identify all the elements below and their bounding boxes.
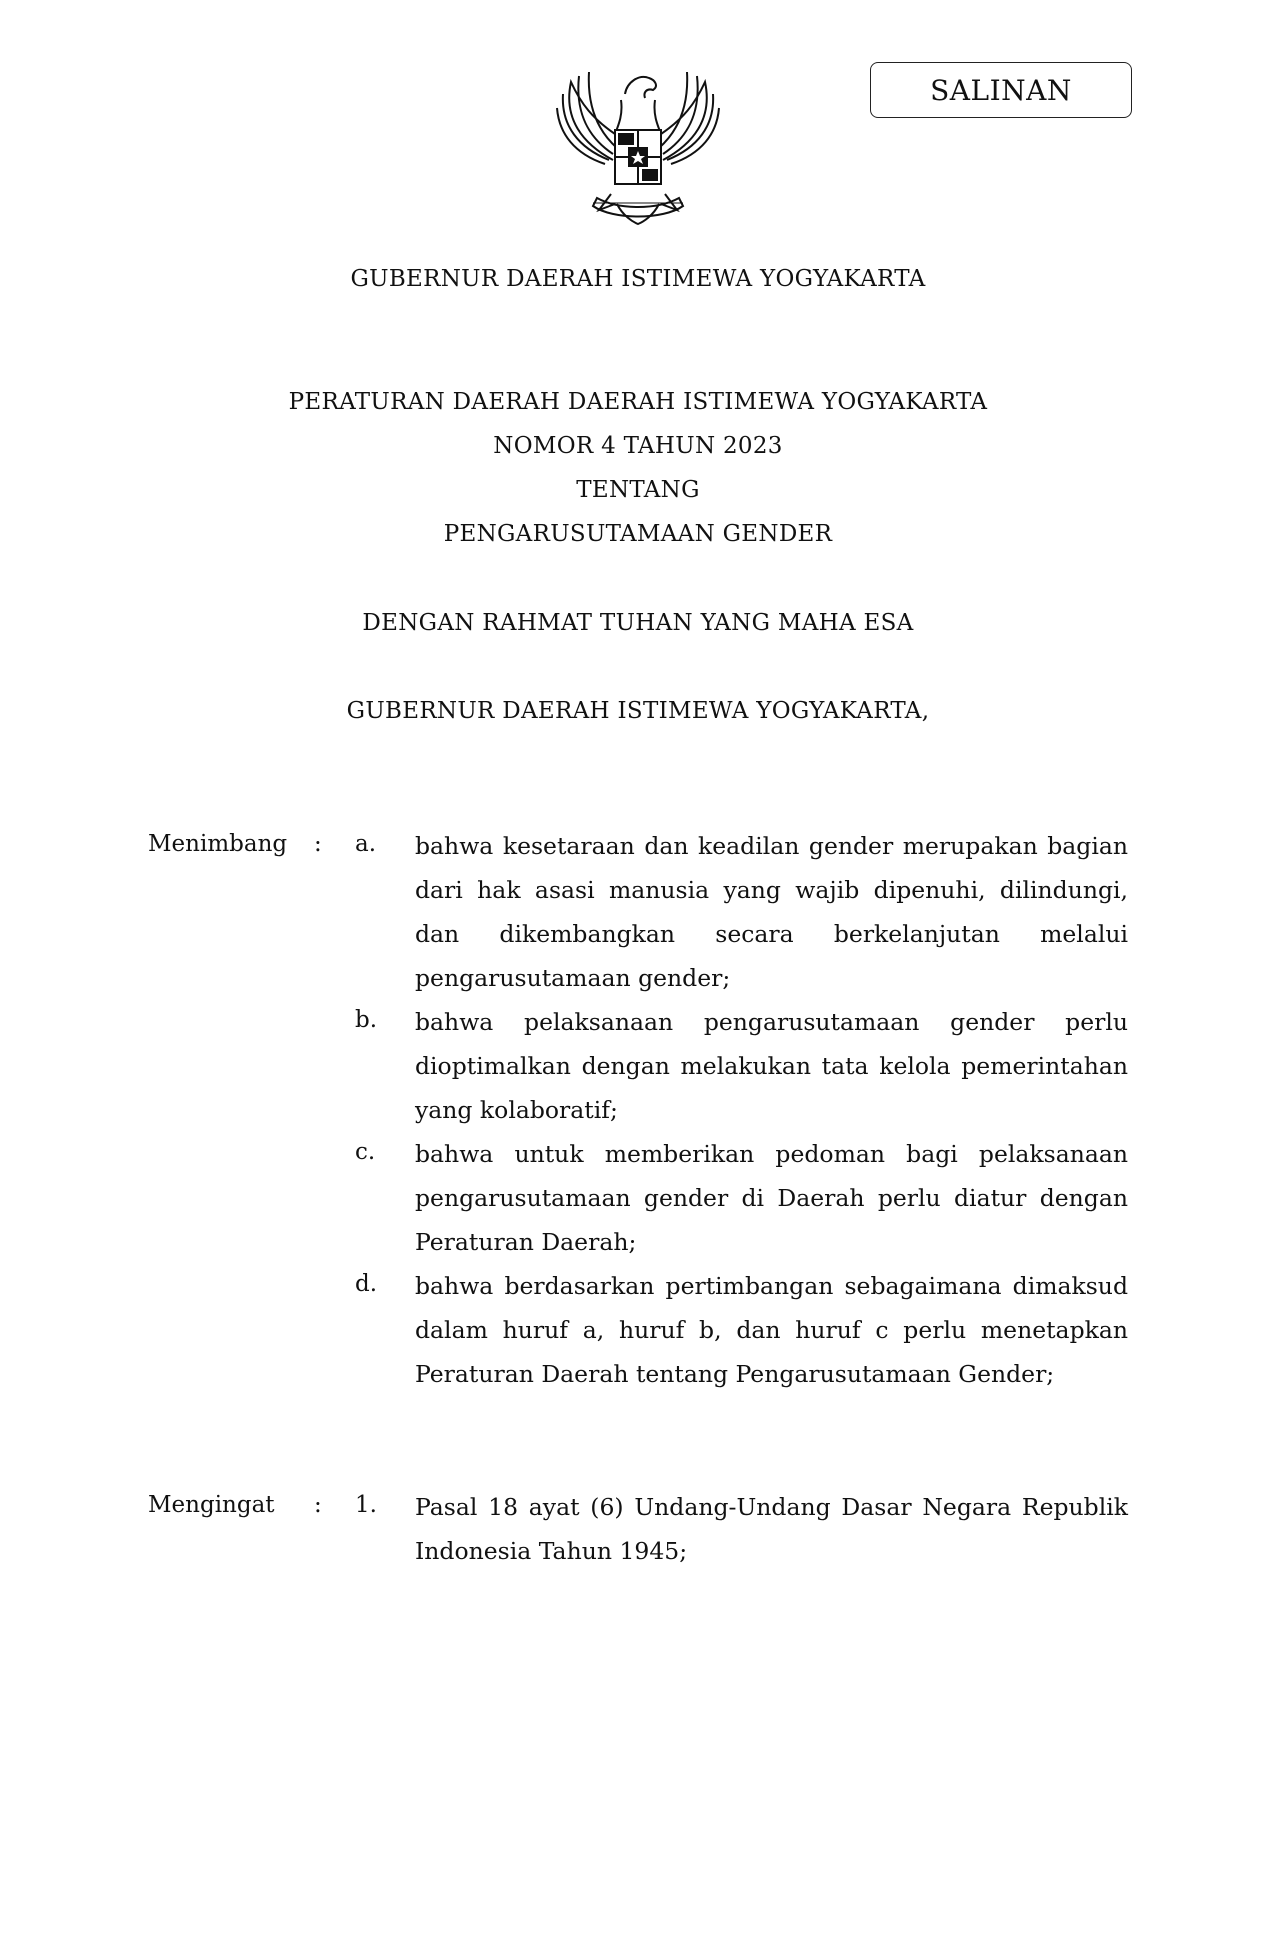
menimbang-item-marker: b. xyxy=(355,1007,378,1033)
menimbang-item-text: bahwa untuk memberikan pedoman bagi pelaksanaan pengarusutamaan gender di Daerah perlu diatur dengan Peraturan Daerah; xyxy=(415,1140,1128,1256)
mengingat-item-text: Pasal 18 ayat (6) Undang-Undang Dasar Negara Republik Indonesia Tahun 1945; xyxy=(415,1493,1128,1565)
issuer-heading: GUBERNUR DAERAH ISTIMEWA YOGYAKARTA xyxy=(350,266,926,292)
menimbang-item-marker: d. xyxy=(355,1271,378,1297)
garuda-pancasila-icon xyxy=(553,64,723,229)
document-number: NOMOR 4 TAHUN 2023 xyxy=(493,433,783,459)
mengingat-item-marker: 1. xyxy=(355,1492,377,1518)
menimbang-item-text: bahwa pelaksanaan pengarusutamaan gender perlu dioptimalkan dengan melakukan tata kelola pemerintahan yang kolaboratif; xyxy=(415,1008,1128,1124)
issuer-signatory-line: GUBERNUR DAERAH ISTIMEWA YOGYAKARTA, xyxy=(346,698,930,724)
menimbang-item-text: bahwa kesetaraan dan keadilan gender merupakan bagian dari hak asasi manusia yang wajib dipenuhi, dilindungi, dan dikembangkan secara berkelanjutan melalui pengarusutamaan gender; xyxy=(415,832,1128,992)
document-subject: PENGARUSUTAMAAN GENDER xyxy=(443,521,833,547)
menimbang-colon: : xyxy=(314,831,322,857)
mengingat-label: Mengingat xyxy=(148,1492,275,1518)
menimbang-item-marker: c. xyxy=(355,1139,376,1165)
menimbang-item-text: bahwa berdasarkan pertimbangan sebagaimana dimaksud dalam huruf a, huruf b, dan huruf c perlu menetapkan Peraturan Daerah tentang Pengarusutamaan Gender; xyxy=(415,1272,1128,1388)
salinan-stamp: SALINAN xyxy=(870,62,1132,118)
about-label: TENTANG xyxy=(576,477,700,503)
menimbang-item-marker: a. xyxy=(355,831,377,857)
document-type-title: PERATURAN DAERAH DAERAH ISTIMEWA YOGYAKARTA xyxy=(288,389,988,415)
mengingat-colon: : xyxy=(314,1492,322,1518)
menimbang-label: Menimbang xyxy=(148,831,288,857)
invocation-line: DENGAN RAHMAT TUHAN YANG MAHA ESA xyxy=(362,610,914,636)
